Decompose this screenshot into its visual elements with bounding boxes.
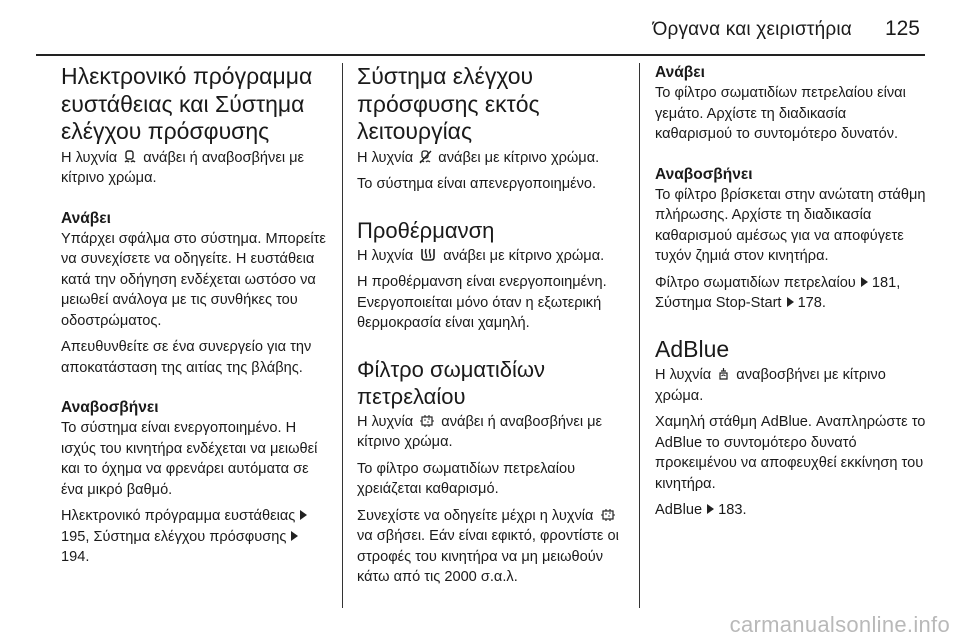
text: ανάβει με κίτρινο χρώμα.: [443, 247, 605, 264]
text: αναβοσβήνει με κίτρινο χρώμα.: [655, 367, 886, 404]
column-1: [61, 63, 329, 574]
paragraph: Απευθυνθείτε σε ένα συνεργείο για την αποκατάσταση της αιτίας της βλάβης.: [61, 339, 312, 376]
text: Η λυχνία: [357, 413, 414, 430]
column-2: [357, 63, 629, 594]
text: Συνεχίστε να οδηγείτε μέχρι η λυχνία: [357, 507, 594, 524]
text: Η λυχνία: [357, 149, 414, 166]
text: , Σύστημα Stop-Start: [655, 274, 901, 311]
page-link[interactable]: 181: [871, 274, 897, 291]
text: Η λυχνία: [61, 149, 118, 166]
particle-filter-icon: [419, 414, 435, 428]
particle-filter-icon: [600, 508, 616, 522]
chapter-title: Όργανα και χειριστήρια: [652, 19, 852, 40]
paragraph: [357, 412, 629, 453]
page-link[interactable]: 183: [718, 502, 743, 518]
text: Η λυχνία: [655, 367, 712, 383]
paragraph: [357, 148, 629, 169]
adblue-icon: [717, 367, 730, 381]
text: .: [85, 549, 90, 565]
text: .: [742, 502, 747, 518]
esp-warning-icon: [123, 150, 137, 164]
column-divider: [342, 63, 343, 608]
column-divider: [639, 63, 640, 608]
page-number: 125: [884, 17, 920, 40]
text: ανάβει με κίτρινο χρώμα.: [438, 149, 600, 166]
paragraph: [655, 365, 927, 406]
page-link[interactable]: 195: [61, 528, 86, 545]
traction-control-off-icon: [419, 150, 432, 164]
page-reference-arrow-icon: [300, 510, 307, 520]
text: ανάβει ή αναβοσβήνει με κίτρινο χρώμα.: [61, 149, 305, 186]
section-title-dpf: Φίλτρο σωματιδίων πετρελαίου: [357, 356, 546, 409]
page-link[interactable]: 178: [797, 295, 822, 311]
cross-reference: [655, 273, 927, 314]
text: Η λυχνία: [357, 247, 414, 264]
paragraph: Το σύστημα είναι ενεργοποιημένο. Η ισχύς του κινητήρα ενδέχεται να μειωθεί και το όχημα να φρενάρει αυτόματα σε ένα μικρό βαθμό.: [61, 420, 318, 498]
header-divider: [36, 54, 925, 56]
subheading-on: Ανάβει: [61, 209, 111, 227]
section-title-preheat: Προθέρμανση: [357, 217, 495, 243]
paragraph: [61, 148, 329, 189]
text: Ηλεκτρονικό πρόγραμμα ευστάθειας: [61, 508, 296, 524]
paragraph: Το σύστημα είναι απενεργοποιημένο.: [357, 176, 597, 192]
paragraph: Η προθέρμανση είναι ενεργοποιημένη. Ενεργοποιείται μόνο όταν η εξωτερική θερμοκρασία είναι χαμηλή.: [357, 274, 607, 331]
page-reference-arrow-icon: [861, 277, 868, 287]
text: AdBlue: [655, 502, 703, 518]
paragraph: Το φίλτρο βρίσκεται στην ανώτατη στάθμη πλήρωσης. Αρχίστε τη διαδικασία καθαρισμού αμέσως για να αποφύγετε τυχόν ζημιά στον κινητήρα.: [655, 186, 926, 264]
text: .: [821, 295, 826, 311]
page-reference-arrow-icon: [707, 504, 714, 514]
section-title-tc-off: Σύστημα ελέγχου πρόσφυσης εκτός λειτουργίας: [357, 63, 540, 144]
paragraph: Υπάρχει σφάλμα στο σύστημα. Μπορείτε να συνεχίσετε να οδηγείτε. Η ευστάθεια κατά την οδήγηση ενδέχεται ωστόσο να μειωθεί ανάλογα με τις συνθήκες του οδοστρώματος.: [61, 230, 326, 329]
text: ανάβει ή αναβοσβήνει με κίτρινο χρώμα.: [357, 413, 603, 450]
cross-reference: [655, 500, 927, 521]
text: , Σύστημα ελέγχου πρόσφυσης: [85, 528, 287, 545]
cross-reference: [61, 506, 329, 568]
page-reference-arrow-icon: [291, 531, 298, 541]
watermark: carmanualsonline.info: [729, 612, 950, 637]
page-link[interactable]: 194: [61, 549, 86, 565]
subheading-blink: Αναβοσβήνει: [655, 165, 753, 183]
section-title-esp: Ηλεκτρονικό πρόγραμμα ευστάθειας και Σύστημα ελέγχου πρόσφυσης: [61, 63, 313, 144]
paragraph: [357, 246, 629, 267]
subheading-blink: Αναβοσβήνει: [61, 399, 159, 416]
page-reference-arrow-icon: [787, 297, 794, 307]
text: Φίλτρο σωματιδίων πετρελαίου: [655, 274, 856, 291]
column-3: [655, 63, 927, 527]
text: να σβήσει. Εάν είναι εφικτό, φροντίστε οι στροφές του κινητήρα να μη μειωθούν κάτω από τις 2000 σ.α.λ.: [357, 528, 619, 585]
paragraph: Το φίλτρο σωματιδίων πετρελαίου χρειάζεται καθαρισμό.: [357, 460, 576, 497]
glow-plug-icon: [419, 248, 437, 262]
paragraph: Χαμηλή στάθμη AdBlue. Αναπληρώστε το AdBlue το συντομότερο δυνατό προκειμένου να αποφευχθεί εκκίνηση του κινητήρα.: [655, 414, 926, 492]
subheading-on: Ανάβει: [655, 64, 705, 81]
section-title-adblue: AdBlue: [655, 335, 730, 362]
page-header: [0, 0, 960, 55]
paragraph: Το φίλτρο σωματιδίων πετρελαίου είναι γεμάτο. Αρχίστε τη διαδικασία καθαρισμού το συντομότερο δυνατόν.: [655, 85, 906, 142]
paragraph: [357, 506, 629, 588]
